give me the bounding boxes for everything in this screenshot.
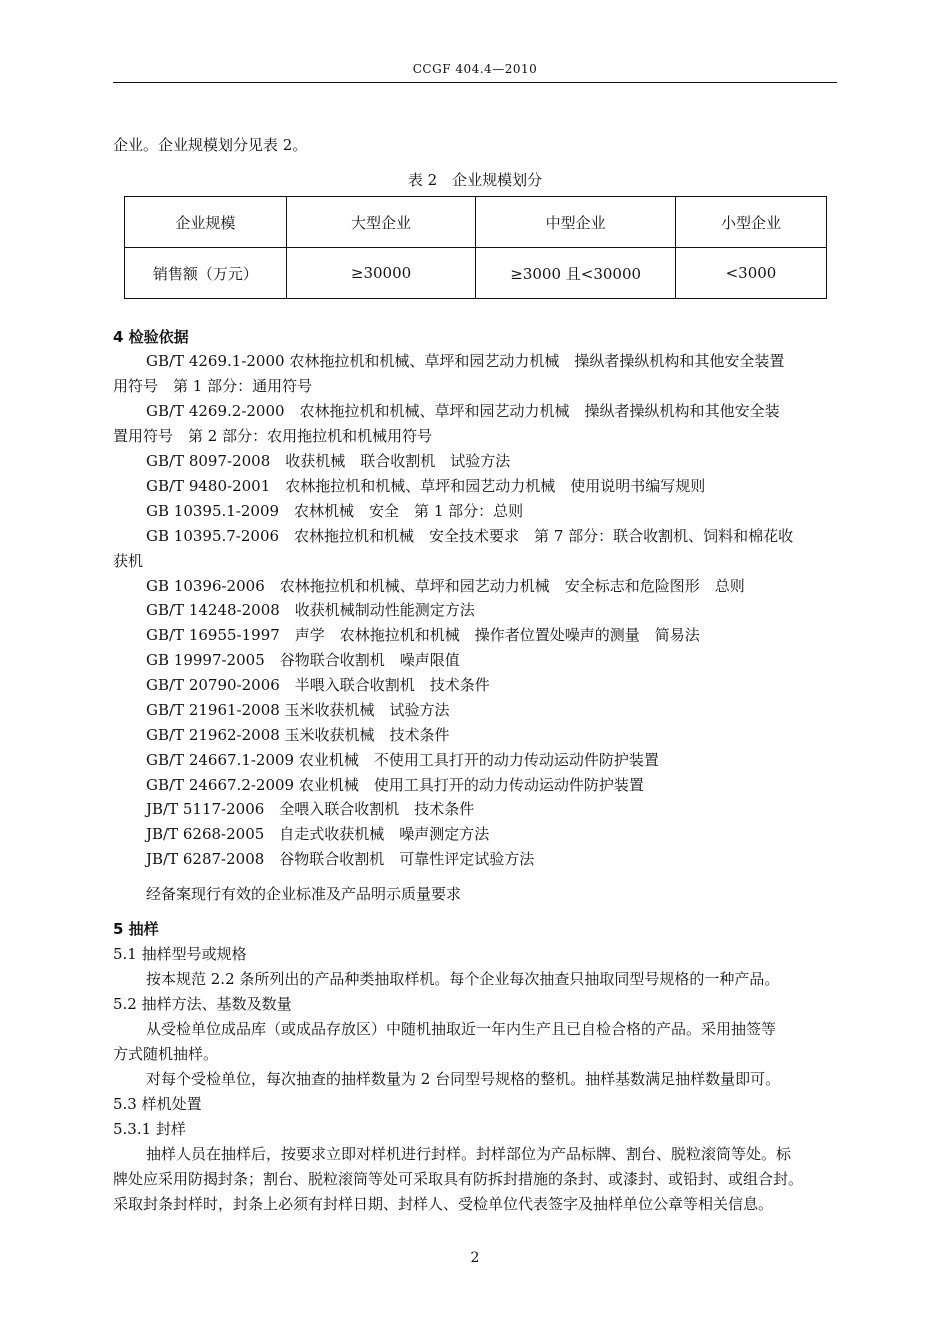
standard-line: GB/T 4269.2-2000 农林拖拉机和机械、草坪和园艺动力机械 操纵者操纵机构和其他安全装 (146, 402, 780, 420)
table-header-row (125, 197, 827, 248)
standard-line: JB/T 6268-2005 自走式收获机械 噪声测定方法 (146, 825, 490, 843)
subsection-5-3-1-title: 5.3.1 封样 (113, 1120, 186, 1138)
table-cell: ≥3000 且<30000 (476, 248, 676, 299)
standard-line: GB/T 16955-1997 声学 农林拖拉机和机械 操作者位置处噪声的测量 简易法 (146, 626, 700, 644)
table-cell: <3000 (675, 248, 826, 299)
paragraph: 按本规范 2.2 条所列出的产品种类抽取样机。每个企业每次抽查只抽取同型号规格的一种产品。 (146, 970, 780, 988)
standard-line: GB/T 21962-2008 玉米收获机械 技术条件 (146, 726, 450, 744)
standard-line-cont: 置用符号 第 2 部分：农用拖拉机和机械用符号 (113, 427, 433, 445)
standard-line: GB/T 24667.2-2009 农业机械 使用工具打开的动力传动运动件防护装置 (146, 776, 644, 794)
document-header-code: CCGF 404.4—2010 (412, 62, 538, 76)
standard-line: GB/T 21961-2008 玉米收获机械 试验方法 (146, 701, 450, 719)
table-header-cell: 大型企业 (286, 197, 476, 248)
standard-line-cont: 用符号 第 1 部分：通用符号 (113, 377, 313, 395)
standard-line: GB/T 24667.1-2009 农业机械 不使用工具打开的动力传动运动件防护装置 (146, 751, 659, 769)
standard-line: JB/T 6287-2008 谷物联合收割机 可靠性评定试验方法 (146, 850, 535, 868)
page-number: 2 (470, 1250, 480, 1266)
section-5-title: 5 抽样 (113, 920, 159, 938)
standard-line: GB 10396-2006 农林拖拉机和机械、草坪和园艺动力机械 安全标志和危险图形 总则 (146, 577, 745, 595)
paragraph-cont: 牌处应采用防揭封条；割台、脱粒滚筒等处可采取具有防拆封措施的条封、或漆封、或铅封、或组合封。 (113, 1170, 804, 1188)
standard-line: GB/T 8097-2008 收获机械 联合收割机 试验方法 (146, 452, 511, 470)
paragraph-cont: 方式随机抽样。 (113, 1045, 219, 1063)
table-cell: 销售额（万元） (125, 248, 287, 299)
subsection-5-1-title: 5.1 抽样型号或规格 (113, 945, 247, 963)
intro-text: 企业。企业规模划分见表 2。 (113, 136, 308, 154)
standard-line-cont: 获机 (113, 552, 144, 570)
standard-line: GB/T 14248-2008 收获机械制动性能测定方法 (146, 601, 475, 619)
table-header-cell: 小型企业 (675, 197, 826, 248)
standard-line: GB 19997-2005 谷物联合收割机 噪声限值 (146, 651, 460, 669)
header-rule (113, 82, 837, 83)
paragraph: 对每个受检单位，每次抽查的抽样数量为 2 台同型号规格的整机。抽样基数满足抽样数量即可。 (146, 1070, 781, 1088)
table-header-cell: 企业规模 (125, 197, 287, 248)
standard-line: GB/T 20790-2006 半喂入联合收割机 技术条件 (146, 676, 490, 694)
standard-line: GB/T 4269.1-2000 农林拖拉机和机械、草坪和园艺动力机械 操纵者操纵机构和其他安全装置 (146, 352, 785, 370)
paragraph: 抽样人员在抽样后，按要求立即对样机进行封样。封样部位为产品标牌、割台、脱粒滚筒等处。标 (146, 1145, 792, 1163)
standard-line: JB/T 5117-2006 全喂入联合收割机 技术条件 (146, 800, 475, 818)
standard-line: GB 10395.1-2009 农林机械 安全 第 1 部分：总则 (146, 502, 524, 520)
standard-line: GB 10395.7-2006 农林拖拉机和机械 安全技术要求 第 7 部分：联合收割机、饲料和棉花收 (146, 527, 794, 545)
paragraph: 从受检单位成品库（或成品存放区）中随机抽取近一年内生产且已自检合格的产品。采用抽签等 (146, 1020, 777, 1038)
subsection-5-3-title: 5.3 样机处置 (113, 1095, 202, 1113)
section-4-title: 4 检验依据 (113, 328, 189, 346)
standard-line: GB/T 9480-2001 农林拖拉机和机械、草坪和园艺动力机械 使用说明书编写规则 (146, 477, 706, 495)
enterprise-scale-table (124, 196, 827, 299)
table-caption: 表 2 企业规模划分 (407, 171, 543, 189)
table-row (125, 248, 827, 299)
subsection-5-2-title: 5.2 抽样方法、基数及数量 (113, 995, 292, 1013)
section-4-closing: 经备案现行有效的企业标准及产品明示质量要求 (146, 885, 462, 903)
table-cell: ≥30000 (286, 248, 476, 299)
table-header-cell: 中型企业 (476, 197, 676, 248)
paragraph-cont: 采取封条封样时，封条上必须有封样日期、封样人、受检单位代表签字及抽样单位公章等相关信息。 (113, 1195, 774, 1213)
